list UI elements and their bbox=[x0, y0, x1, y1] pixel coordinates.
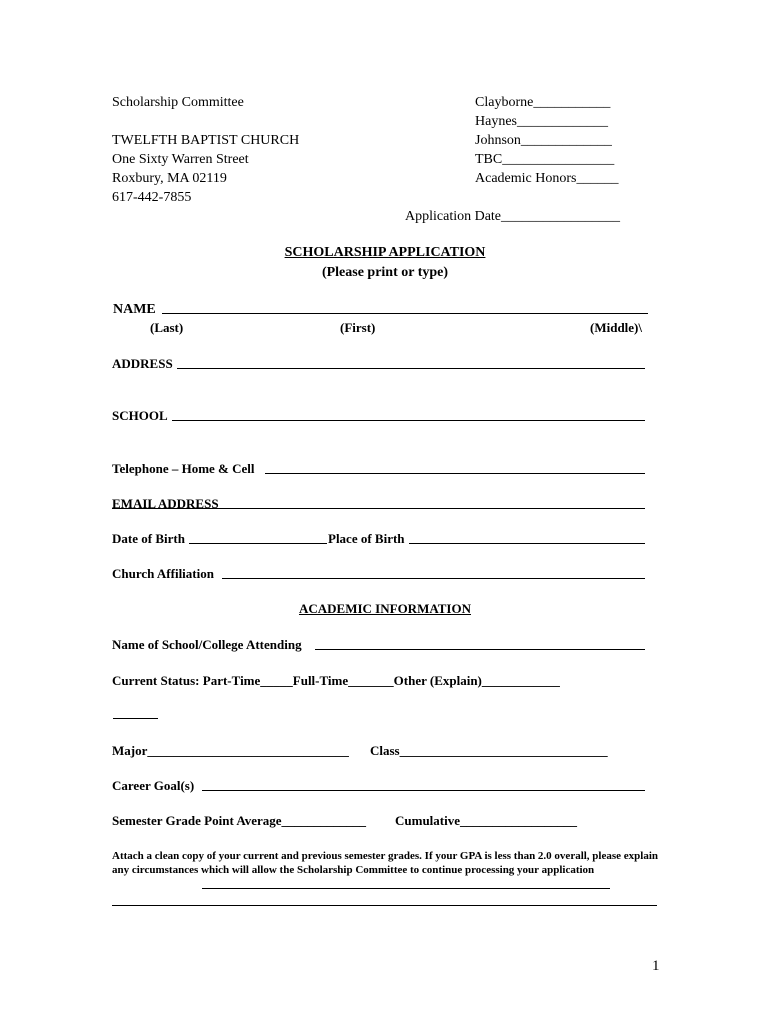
telephone-label: Telephone – Home & Cell bbox=[112, 461, 255, 476]
email-label: EMAIL ADDRESS bbox=[112, 496, 219, 511]
career-goals-label: Career Goal(s) bbox=[112, 778, 195, 793]
committee-name: Scholarship Committee bbox=[112, 95, 244, 110]
church-affiliation-input-line[interactable] bbox=[222, 578, 645, 579]
status-explain-line[interactable] bbox=[113, 718, 158, 719]
school-input-line[interactable] bbox=[172, 420, 645, 421]
pob-input-line[interactable] bbox=[409, 543, 645, 544]
class-field[interactable]: Class________________________________ bbox=[370, 743, 608, 758]
dob-label: Date of Birth bbox=[112, 531, 185, 546]
major-field[interactable]: Major_______________________________ bbox=[112, 743, 349, 758]
church-city: Roxbury, MA 02119 bbox=[112, 171, 227, 186]
address-label: ADDRESS bbox=[112, 356, 173, 371]
office-clayborne[interactable]: Clayborne___________ bbox=[475, 95, 611, 110]
telephone-input-line[interactable] bbox=[265, 473, 645, 474]
dob-input-line[interactable] bbox=[189, 543, 327, 544]
office-tbc[interactable]: TBC________________ bbox=[475, 152, 615, 167]
church-affiliation-label: Church Affiliation bbox=[112, 566, 214, 581]
grades-instructions: Attach a clean copy of your current and previous semester grades. If your GPA is less than 2.0 overall, please explain any circumstances which will allow the Scholarship Committee to continue processing your application bbox=[112, 850, 659, 876]
academic-heading: ACADEMIC INFORMATION bbox=[298, 601, 471, 616]
church-street: One Sixty Warren Street bbox=[112, 152, 249, 167]
explanation-input-line-2[interactable] bbox=[112, 905, 657, 906]
email-input-line[interactable] bbox=[112, 508, 645, 509]
name-first-caption: (First) bbox=[340, 320, 376, 335]
semester-gpa-field[interactable]: Semester Grade Point Average_____________ bbox=[112, 813, 367, 828]
church-name: TWELFTH BAPTIST CHURCH bbox=[112, 133, 300, 148]
pob-label: Place of Birth bbox=[328, 531, 405, 546]
school-label: SCHOOL bbox=[112, 408, 168, 423]
cumulative-gpa-field[interactable]: Cumulative__________________ bbox=[395, 813, 577, 828]
form-subtitle: (Please print or type) bbox=[321, 265, 449, 280]
name-last-caption: (Last) bbox=[150, 320, 184, 335]
page-number: 1 bbox=[652, 958, 660, 974]
career-goals-input-line[interactable] bbox=[202, 790, 645, 791]
church-phone: 617-442-7855 bbox=[112, 190, 192, 205]
name-label: NAME bbox=[113, 302, 156, 317]
school-attending-label: Name of School/College Attending bbox=[112, 637, 302, 652]
application-date-field[interactable]: Application Date_________________ bbox=[405, 209, 621, 224]
office-johnson[interactable]: Johnson_____________ bbox=[475, 133, 612, 148]
form-title: SCHOLARSHIP APPLICATION bbox=[284, 245, 486, 260]
current-status-field[interactable]: Current Status: Part-Time_____Full-Time_______Other (Explain)____________ bbox=[112, 673, 560, 688]
school-attending-input-line[interactable] bbox=[315, 649, 645, 650]
name-input-line[interactable] bbox=[162, 313, 648, 314]
address-input-line[interactable] bbox=[177, 368, 645, 369]
office-academic-honors[interactable]: Academic Honors______ bbox=[475, 171, 619, 186]
name-middle-caption: (Middle)\ bbox=[590, 320, 642, 335]
explanation-input-line[interactable] bbox=[202, 888, 610, 889]
office-haynes[interactable]: Haynes_____________ bbox=[475, 114, 608, 129]
